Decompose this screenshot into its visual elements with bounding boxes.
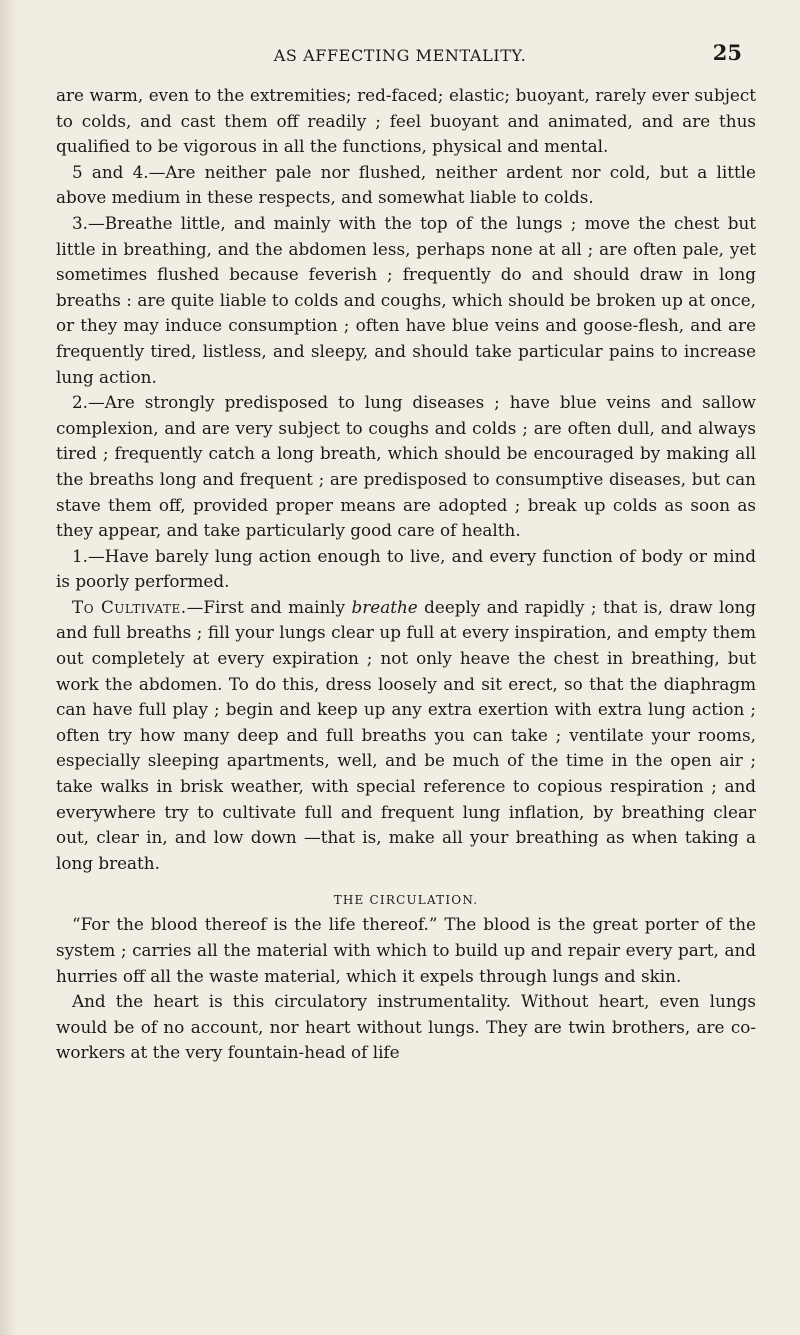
body-text: [56, 83, 756, 1066]
cultivate-text-start: —First and mainly: [186, 596, 352, 617]
page-number: 25: [712, 40, 742, 65]
page-binding-shadow: [0, 0, 18, 1335]
paragraph-grade-2: 2.—Are strongly predisposed to lung diseases ; have blue veins and sallow complexion, and are very subject to coughs and colds ; are often dull, and always tired ; frequently catch a long breath, which should be encouraged by making all the breaths long and frequent ; are predisposed to consumptive diseases, but can stave them off, provided proper means are adopted ; break up colds as soon as they appear, and take particularly good care of health.: [56, 392, 756, 541]
cultivate-text-rest: deeply and rapidly ; that is, draw long and full breaths ; fill your lungs clear up full at every inspiration, and empty them out completely at every expiration ; not only heave the chest in breathing, but work the abdomen. To do this, dress loosely and sit erect, so that the diaphragm can have full play ; begin and keep up any extra exertion with extra lung action ; often try how many deep and full breaths you can take ; ventilate your rooms, especially sleeping apartments, well, and be much of the time in the open air ; take walks in brisk weather, with special reference to copious respiration ; and everywhere try to cultivate full and frequent lung inflation, by breathing clear out, clear in, and low down —that is, make all your breathing as when taking a long breath.: [56, 596, 757, 873]
paragraph-circulation-quote: “For the blood thereof is the life thereof.” The blood is the great porter of the system ; carries all the material with which to build up and repair every part, and hurries off all the waste material, which it expels through lungs and skin.: [56, 914, 756, 986]
paragraph-grade-3: 3.—Breathe little, and mainly with the top of the lungs ; move the chest but little in breathing, and the abdomen less, perhaps none at all ; are often pale, yet sometimes flushed because feverish ; frequently do and should draw in long breaths : are quite liable to colds and coughs, which should be broken up at once, or they may induce consumption ; often have blue veins and goose-flesh, and are frequently tired, listless, and sleepy, and should take particular pains to increase lung action.: [56, 212, 756, 387]
paragraph-continuation: are warm, even to the extremities; red-faced; elastic; buoyant, rarely ever subject to colds, and cast them off readily ; feel buoyant and animated, and are thus qualified to be vigorous in all the functions, physical and mental.: [56, 85, 756, 157]
cultivate-emphasis: breathe: [351, 596, 418, 617]
running-head: [0, 40, 800, 70]
paragraph-circulation-heart: And the heart is this circulatory instrumentality. Without heart, even lungs would be of no account, nor heart without lungs. They are twin brothers, are co-workers at the very fountain-head of life: [56, 991, 756, 1063]
paragraph-grade-1: 1.—Have barely lung action enough to live, and every function of body or mind is poorly performed.: [56, 545, 756, 592]
running-title: AS AFFECTING MENTALITY.: [273, 46, 527, 65]
paragraph-grade-5-4: 5 and 4.—Are neither pale nor flushed, neither ardent nor cold, but a little above medium in these respects, and somewhat liable to colds.: [56, 161, 756, 208]
cultivate-lead: To Cultivate.: [72, 596, 187, 617]
section-heading: THE CIRCULATION.: [333, 893, 479, 908]
paragraph-to-cultivate: [56, 595, 756, 877]
